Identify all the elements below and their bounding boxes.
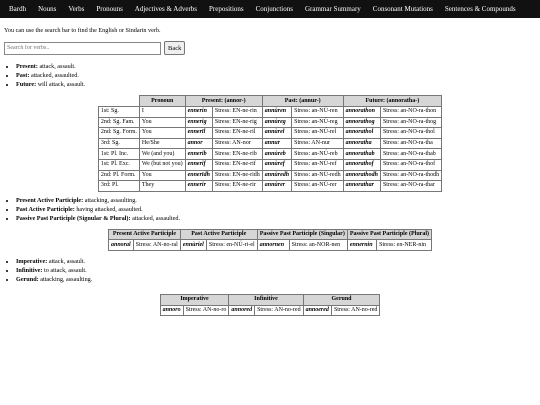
table-cell: annornen bbox=[257, 240, 289, 251]
table-cell: annùren bbox=[262, 107, 291, 118]
table-cell: They bbox=[139, 181, 185, 192]
table-cell: Stress: an-NÚ-ren bbox=[292, 107, 344, 118]
table-header: Infinitive bbox=[229, 294, 303, 305]
table-cell: annoratha bbox=[343, 138, 380, 149]
table-cell: annur bbox=[262, 138, 291, 149]
table-cell: You bbox=[139, 128, 185, 139]
table-cell: ennerif bbox=[185, 159, 212, 170]
table-cell: Stress: an-NO-ra-thog bbox=[380, 117, 441, 128]
list-item: • Past Active Participle: having attacked, assaulted. bbox=[16, 205, 536, 214]
table-cell: annorathab bbox=[343, 149, 380, 160]
nav-link-grammar-summary[interactable]: Grammar Summary bbox=[304, 5, 361, 13]
table-cell: annorathog bbox=[343, 117, 380, 128]
nav-link-nouns[interactable]: Nouns bbox=[38, 5, 57, 13]
table-cell: annorathodh bbox=[343, 170, 380, 181]
table-cell: Stress: EN-ne-rig bbox=[212, 117, 262, 128]
list-item: • Imperative: attack, assault. bbox=[16, 257, 536, 266]
table-header: Future: (annoratha-) bbox=[343, 96, 442, 107]
table-cell: 2nd: Pl. Form. bbox=[98, 170, 139, 181]
nav-link-conjunctions[interactable]: Conjunctions bbox=[255, 5, 293, 13]
table-cell: Stress: an-NO-ra-thol bbox=[380, 128, 441, 139]
intro-text: You can use the search bar to find the English or Sindarin verb. bbox=[4, 27, 161, 34]
table-cell: annùreb bbox=[262, 149, 291, 160]
table-row bbox=[108, 240, 431, 251]
top-nav bbox=[0, 0, 540, 18]
table-cell: Stress: an-NÚ-redh bbox=[292, 170, 344, 181]
list-item: • Passive Past Participle (Signular & Plural): attacked, assaulted. bbox=[16, 214, 536, 223]
participle-list bbox=[4, 196, 536, 223]
list-item: • Infinitive: to attack, assault. bbox=[16, 266, 536, 275]
table-cell: Stress: en-NER-nin bbox=[377, 240, 432, 251]
table-header: Present Active Participle bbox=[108, 229, 180, 240]
table-cell: Stress: an-NÚ-reg bbox=[292, 117, 344, 128]
table-row bbox=[98, 117, 441, 128]
table-cell: Stress: an-NOR-nen bbox=[289, 240, 347, 251]
table-cell: annùref bbox=[262, 159, 291, 170]
table-cell: Stress: an-NO-ra-tha bbox=[380, 138, 441, 149]
table-cell: Stress: an-NÚ-rel bbox=[292, 128, 344, 139]
nav-link-pronouns[interactable]: Pronouns bbox=[96, 5, 123, 13]
mood-table bbox=[160, 294, 381, 316]
table-row bbox=[98, 138, 441, 149]
table-header: Passive Past Participle (Singular) bbox=[257, 229, 347, 240]
table-header: Gerund bbox=[303, 294, 380, 305]
table-header: Pronoun bbox=[139, 96, 185, 107]
mood-list bbox=[4, 257, 536, 284]
table-cell: Stress: an-NÚ-ref bbox=[292, 159, 344, 170]
table-cell: annùredh bbox=[262, 170, 291, 181]
search-bar bbox=[4, 41, 536, 55]
list-item: • Gerund: attacking, assaulting. bbox=[16, 275, 536, 284]
table-row bbox=[98, 170, 441, 181]
list-item: • Future: will attack, assault. bbox=[16, 80, 536, 89]
table-header: Past: (annur-) bbox=[262, 96, 343, 107]
table-cell: 3rd: Sg. bbox=[98, 138, 139, 149]
table-cell: Stress: AN-no-red bbox=[331, 305, 380, 316]
table-cell: I bbox=[139, 107, 185, 118]
table-cell: 1st: Pl. Exc. bbox=[98, 159, 139, 170]
table-cell: 1st: Sg. bbox=[98, 107, 139, 118]
table-cell: We (and you) bbox=[139, 149, 185, 160]
table-cell: 2nd: Sg. Fam. bbox=[98, 117, 139, 128]
table-cell: ennerïdh bbox=[185, 170, 212, 181]
table-cell: 3rd: Pl. bbox=[98, 181, 139, 192]
back-button[interactable]: Back bbox=[164, 41, 185, 55]
table-cell: Stress: EN-ne-rib bbox=[212, 149, 262, 160]
table-cell: annoral bbox=[108, 240, 133, 251]
list-item: • Present: attack, assault. bbox=[16, 62, 536, 71]
participle-table bbox=[108, 229, 432, 251]
nav-link-verbs[interactable]: Verbs bbox=[68, 5, 85, 13]
table-cell: Stress: an-NÚ-rer bbox=[292, 181, 344, 192]
table-cell: annored bbox=[229, 305, 255, 316]
table-cell: Stress: an-NO-ra-thof bbox=[380, 159, 441, 170]
table-cell: annorathon bbox=[343, 107, 380, 118]
search-input[interactable] bbox=[4, 42, 161, 55]
table-header-row bbox=[108, 229, 431, 240]
nav-link-adjectives-adverbs[interactable]: Adjectives & Adverbs bbox=[134, 5, 198, 13]
table-cell: Stress: an-NO-ra-thar bbox=[380, 181, 441, 192]
table-cell: annùrel bbox=[262, 128, 291, 139]
table-cell: You bbox=[139, 170, 185, 181]
table-cell: ennùriel bbox=[180, 240, 206, 251]
table-cell: annorathar bbox=[343, 181, 380, 192]
table-cell: annùreg bbox=[262, 117, 291, 128]
table-cell: ennerin bbox=[185, 107, 212, 118]
table-cell: ennerig bbox=[185, 117, 212, 128]
table-cell: Stress: EN-ne-rif bbox=[212, 159, 262, 170]
conjugation-table bbox=[98, 95, 442, 192]
nav-link-prepositions[interactable]: Prepositions bbox=[209, 5, 244, 13]
table-cell: Stress: AN-no-ro bbox=[183, 305, 229, 316]
table-cell: Stress: an-NO-ra-thon bbox=[380, 107, 441, 118]
nav-link-sentences-compounds[interactable]: Sentences & Compounds bbox=[444, 5, 516, 13]
table-cell: Stress: an-NO-ra-thodh bbox=[380, 170, 441, 181]
table-cell: annoered bbox=[303, 305, 331, 316]
table-cell: 1st: Pl. Inc. bbox=[98, 149, 139, 160]
table-cell: ennerïl bbox=[185, 128, 212, 139]
table-cell: 2nd: Sg. Form. bbox=[98, 128, 139, 139]
list-item: • Past: attacked, assaulted. bbox=[16, 71, 536, 80]
table-header: Passive Past Participle (Plural) bbox=[347, 229, 431, 240]
table-cell: annorathof bbox=[343, 159, 380, 170]
table-cell: We (but not you) bbox=[139, 159, 185, 170]
table-cell: Stress: EN-ne-rin bbox=[212, 107, 262, 118]
main-content bbox=[0, 27, 540, 316]
table-header-row bbox=[98, 96, 441, 107]
nav-link-consonant-mutations[interactable]: Consonant Mutations bbox=[372, 5, 433, 13]
table-cell: Stress: EN-ne-ridh bbox=[212, 170, 262, 181]
table-cell: ennerib bbox=[185, 149, 212, 160]
table-cell: Stress: AN-nur bbox=[292, 138, 344, 149]
table-cell: ennerir bbox=[185, 181, 212, 192]
table-row bbox=[98, 149, 441, 160]
table-row bbox=[98, 181, 441, 192]
table-cell: Stress: AN-nor bbox=[212, 138, 262, 149]
table-row bbox=[160, 305, 380, 316]
table-header-row bbox=[160, 294, 380, 305]
table-cell: Stress: en-NÚ-ri-el bbox=[206, 240, 257, 251]
table-header-empty bbox=[98, 96, 139, 107]
table-cell: Stress: an-NÚ-reb bbox=[292, 149, 344, 160]
table-header: Imperative bbox=[160, 294, 229, 305]
table-cell: ennernin bbox=[347, 240, 376, 251]
nav-link-bardh[interactable]: Bardh bbox=[9, 5, 27, 13]
table-cell: annorathol bbox=[343, 128, 380, 139]
table-cell: He/She bbox=[139, 138, 185, 149]
table-cell: annùrer bbox=[262, 181, 291, 192]
table-header: Past Active Participle bbox=[180, 229, 257, 240]
table-cell: Stress: AN-no-red bbox=[255, 305, 304, 316]
table-cell: Stress: an-NO-ra-thab bbox=[380, 149, 441, 160]
table-cell: You bbox=[139, 117, 185, 128]
table-header: Present: (annor-) bbox=[185, 96, 262, 107]
table-cell: Stress: EN-ne-ril bbox=[212, 128, 262, 139]
tense-list bbox=[4, 62, 536, 89]
table-cell: Stress: AN-no-ral bbox=[133, 240, 180, 251]
table-row bbox=[98, 107, 441, 118]
table-cell: annor bbox=[185, 138, 212, 149]
table-cell: Stress: EN-ne-rir bbox=[212, 181, 262, 192]
list-item: • Present Active Participle: attacking, assaulting. bbox=[16, 196, 536, 205]
table-row bbox=[98, 128, 441, 139]
table-row bbox=[98, 159, 441, 170]
table-cell: annoro bbox=[160, 305, 183, 316]
